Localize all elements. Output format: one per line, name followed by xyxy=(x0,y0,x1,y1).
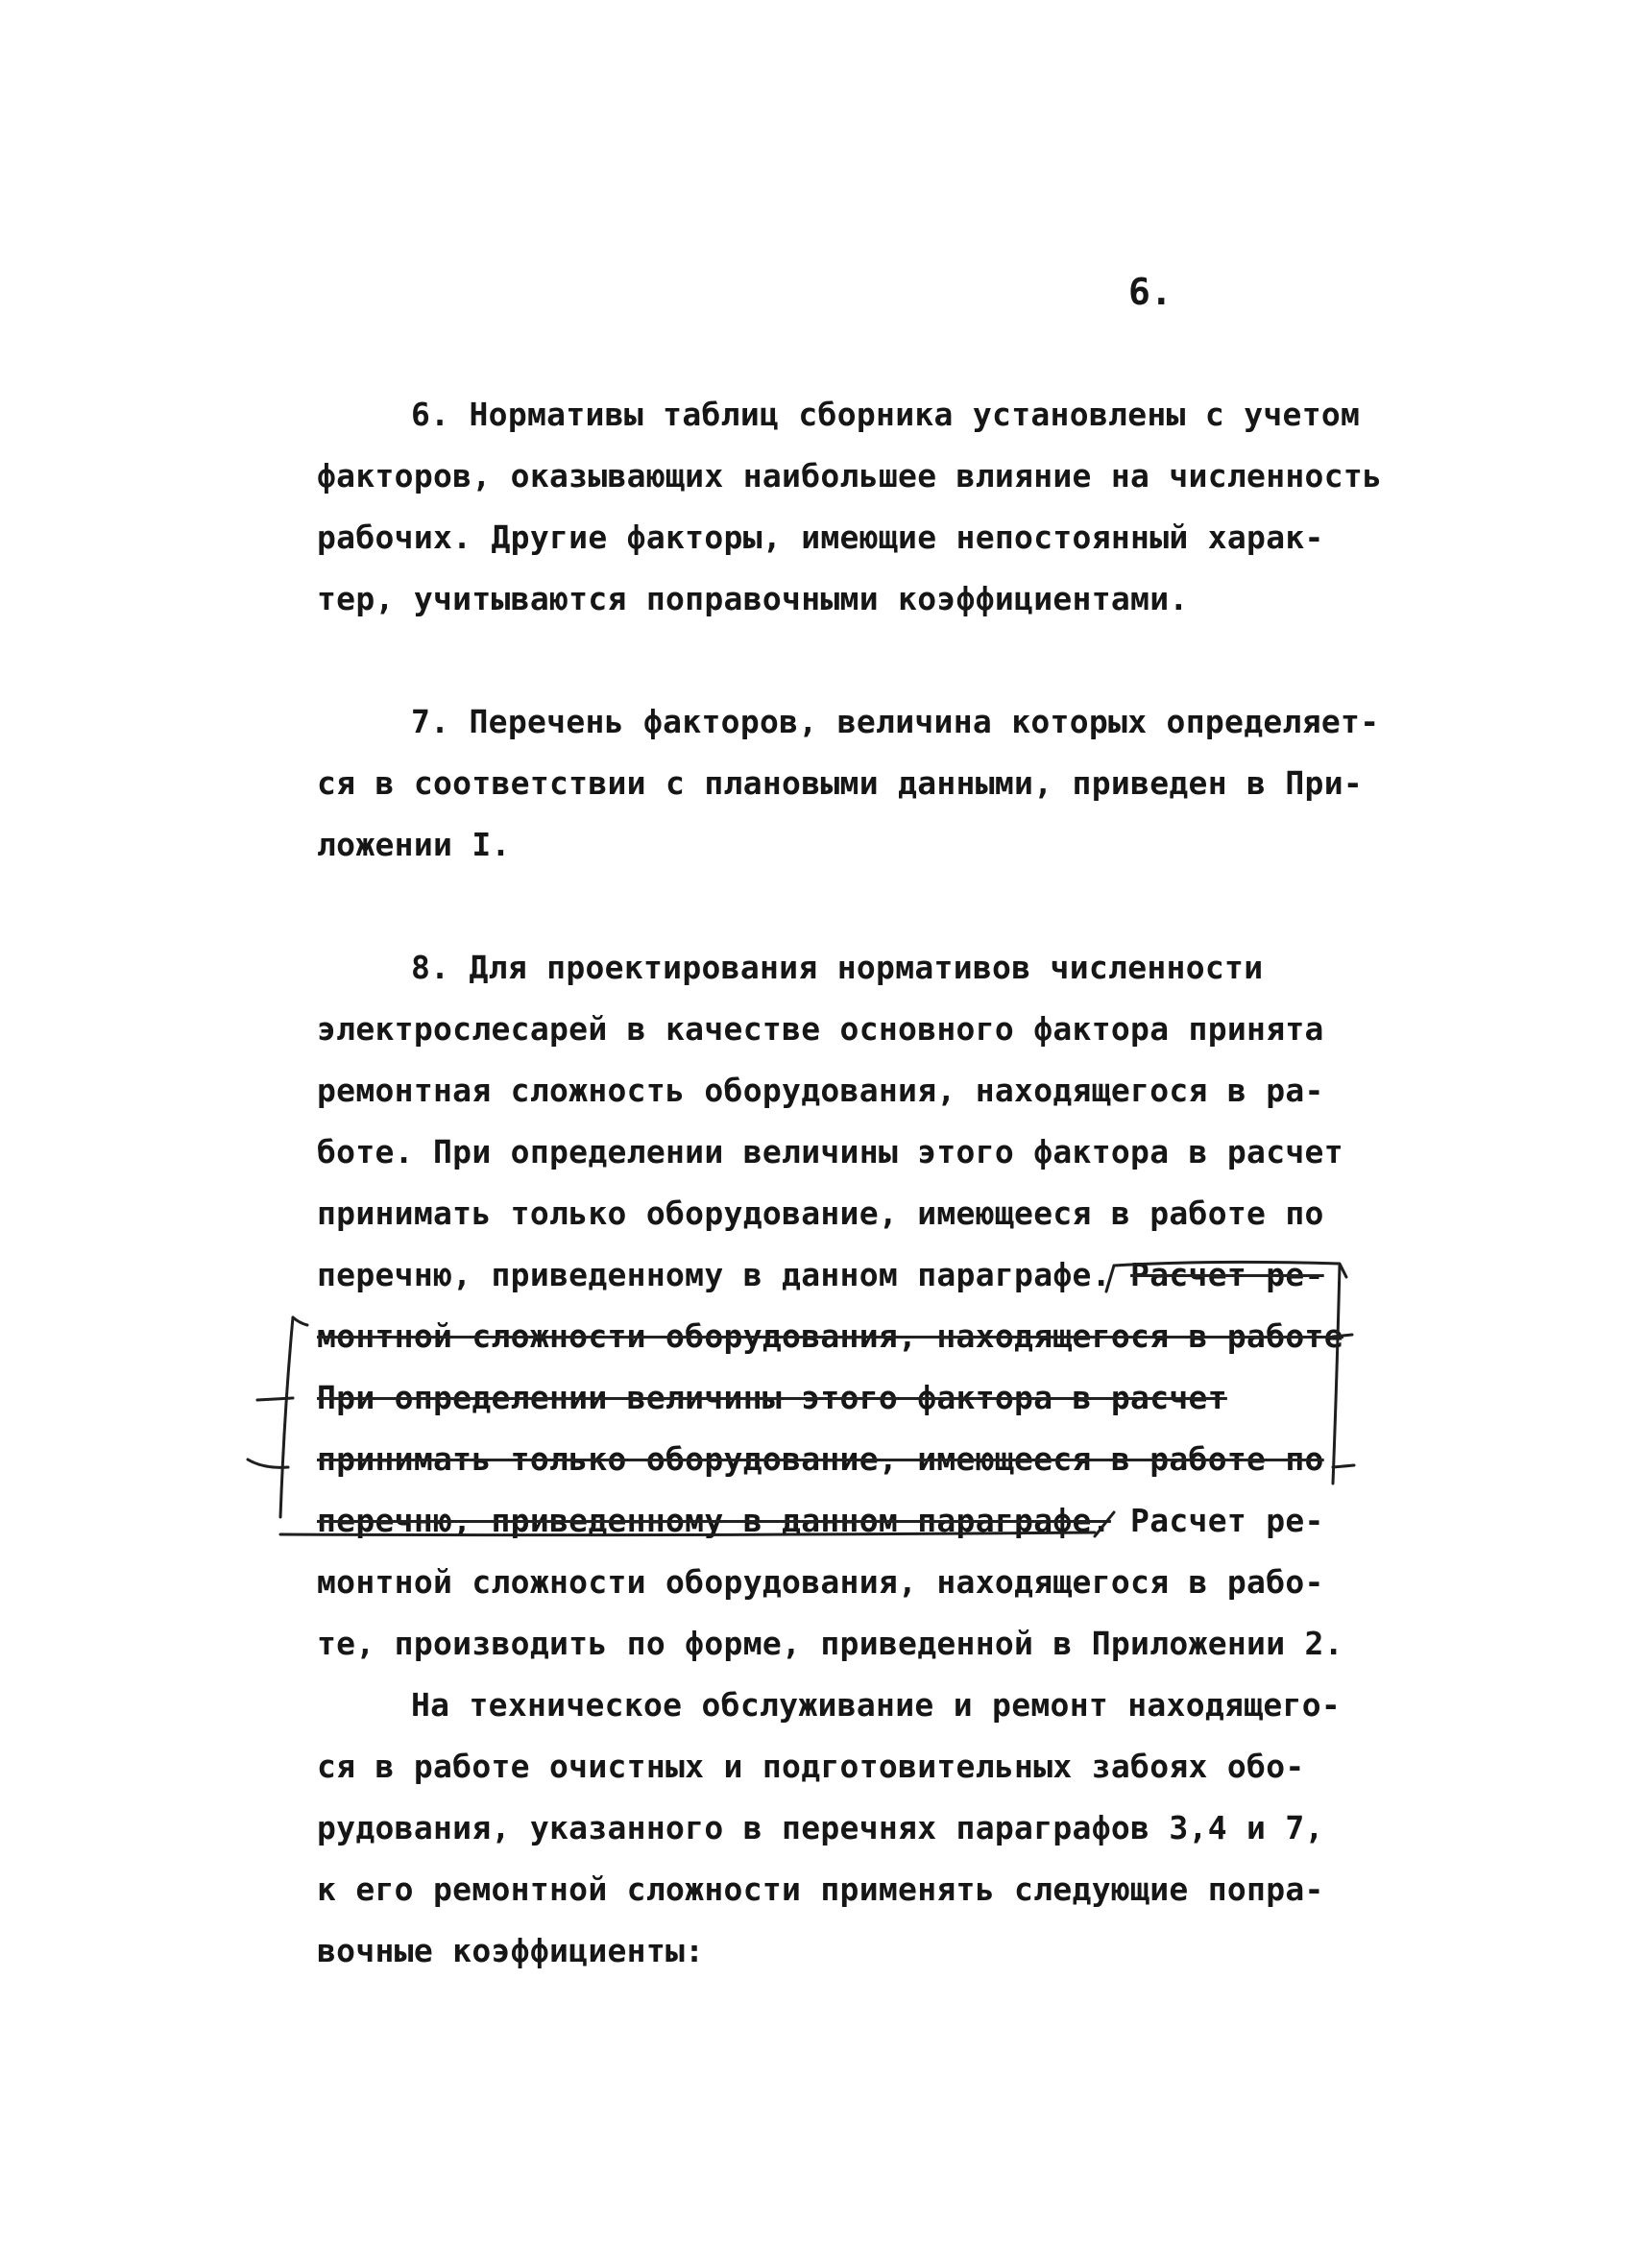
p6-line-3: рабочих. Другие факторы, имеющие непостоянный харак- xyxy=(317,519,1324,556)
p6-line-4: тер, учитываются поправочными коэффициентами. xyxy=(317,580,1189,617)
p8-line-5: принимать только оборудование, имеющееся в работе по xyxy=(317,1194,1324,1232)
p7-line-3: ложении I. xyxy=(317,826,511,863)
p8-line-1: 8. Для проектирования нормативов численности xyxy=(411,949,1264,986)
p8-line-3: ремонтная сложность оборудования, находящегося в ра- xyxy=(317,1072,1324,1109)
p9-line-2: ся в работе очистных и подготовительных забоях обо- xyxy=(317,1748,1305,1785)
p8-line-10-text: Расчет ре- xyxy=(1130,1502,1324,1539)
p7-line-1: 7. Перечень факторов, величина которых определяет- xyxy=(411,703,1380,740)
p8-line-4: боте. При определении величины этого фактора в расчет xyxy=(317,1133,1343,1170)
p9-line-4: к его ремонтной сложности применять следующие попра- xyxy=(317,1870,1324,1908)
p8-line-10 xyxy=(317,1502,1324,1540)
page-number: 6. xyxy=(1128,271,1173,313)
struck-text: Расчет ре- xyxy=(1130,1256,1324,1293)
p9-line-3: рудования, указанного в перечнях параграфов 3,4 и 7, xyxy=(317,1809,1324,1846)
p8-line-6-text: перечню, приведенному в данном параграфе. xyxy=(317,1256,1111,1293)
struck-line-3: принимать только оборудование, имеющееся в работе по xyxy=(317,1440,1324,1478)
p7-line-2: ся в соответствии с плановыми данными, приведен в При- xyxy=(317,764,1364,802)
p8-line-6 xyxy=(317,1256,1324,1294)
struck-line-1: монтной сложности оборудования, находящегося в работе xyxy=(317,1317,1343,1355)
p8-line-11: монтной сложности оборудования, находящегося в рабо- xyxy=(317,1563,1324,1601)
p6-line-1: 6. Нормативы таблиц сборника установлены с учетом xyxy=(411,396,1361,433)
struck-line-2: При определении величины этого фактора в расчет xyxy=(317,1379,1227,1416)
p6-line-2: факторов, оказывающих наибольшее влияние на численность xyxy=(317,457,1383,495)
p8-line-12: те, производить по форме, приведенной в Приложении 2. xyxy=(317,1625,1343,1662)
struck-text: перечню, приведенному в данном параграфе. xyxy=(317,1502,1111,1539)
p9-line-5: вочные коэффициенты: xyxy=(317,1932,705,1969)
p9-line-1: На техническое обслуживание и ремонт находящего- xyxy=(411,1686,1342,1724)
p8-line-2: электрослесарей в качестве основного фактора принята xyxy=(317,1010,1324,1048)
